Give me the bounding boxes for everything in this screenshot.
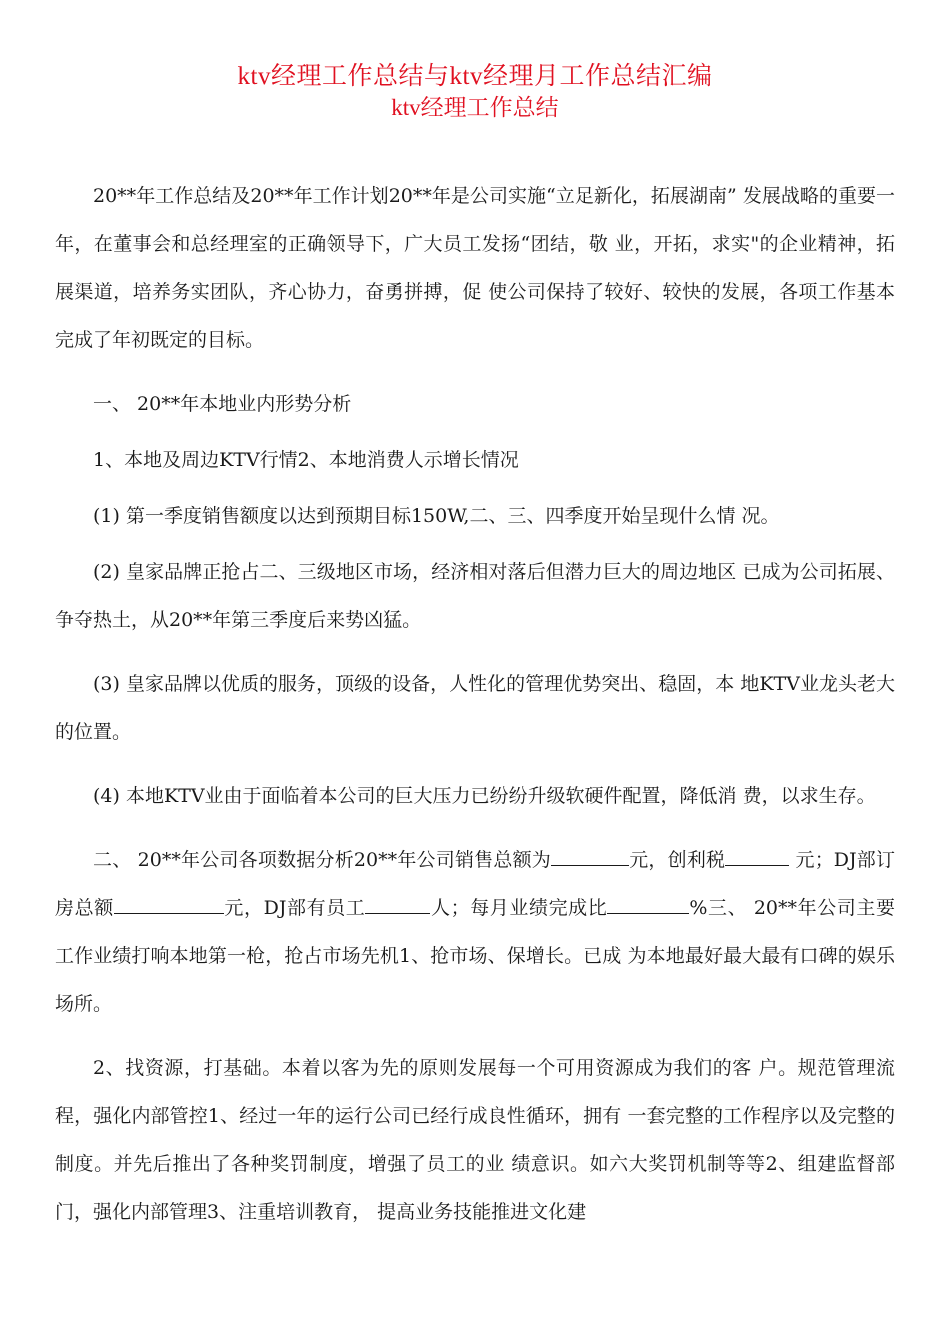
intro-paragraph: 20**年工作总结及20**年工作计划20**年是公司实施“立足新化，拓展湖南” 发展战略的重要一年，在董事会和总经理室的正确领导下，广大员工发扬“团结，敬 业，开拓，求实"的企业精神，拓展渠道，培养务实团队，齐心协力，奋勇拼搏，促 使公司保持了较好、较快的发展，各项工作基本完成了年初既定的目标。 bbox=[55, 185, 895, 351]
document-title: ktv经理工作总结与ktv经理月工作总结汇编 bbox=[237, 63, 713, 90]
section-2-text-2: 元，创利税 bbox=[629, 849, 726, 871]
sales-total-blank bbox=[551, 845, 629, 866]
point-4-paragraph: (4) 本地KTV业由于面临着本公司的巨大压力已纷纷升级软硬件配置，降低消 费，以求生存。 bbox=[93, 785, 876, 807]
section-2-paragraph bbox=[55, 836, 895, 1028]
dj-booking-total-blank bbox=[114, 893, 224, 914]
document-body bbox=[55, 172, 895, 1250]
monthly-completion-blank bbox=[607, 893, 689, 914]
dj-staff-count-blank bbox=[365, 893, 430, 914]
section-2-text-4: 元，DJ部有员工 bbox=[223, 897, 366, 919]
section-2-text-6: %三、 20**年公司主要工作业绩打响本地第一枪，抢占市场先机1、抢市场、保增长。已成 为本地最好最大最有口碑的娱乐场所。 bbox=[55, 897, 895, 1015]
point-3-paragraph: (3) 皇家品牌以优质的服务，顶级的设备，人性化的管理优势突出、稳固，本 地KTV业龙头老大的位置。 bbox=[55, 673, 895, 743]
point-1-paragraph: (1) 第一季度销售额度以达到预期目标150W,二、三、四季度开始呈现什么情 况。 bbox=[93, 505, 780, 527]
section-2-text-1: 二、 20**年公司各项数据分析20**年公司销售总额为 bbox=[93, 849, 551, 871]
item-list-paragraph: 1、本地及周边KTV行情2、本地消费人示增长情况 bbox=[93, 449, 519, 471]
resources-paragraph: 2、找资源，打基础。本着以客为先的原则发展每一个可用资源成为我们的客 户。规范管理流程，强化内部管控1、经过一年的运行公司已经行成良性循环，拥有 一套完整的工作程序以及完整的制度。并先后推出了各种奖罚制度，增强了员工的业 绩意识。如六大奖罚机制等等2、组建监督部门，强化内部管理3、注重培训教育， 提高业务技能推进文化建 bbox=[55, 1057, 895, 1223]
section-2-text-3: 元；DJ部订房总额 bbox=[55, 849, 895, 919]
document-subtitle: ktv经理工作总结 bbox=[391, 95, 559, 120]
section-2-text-5: 人；每月业绩完成比 bbox=[430, 897, 608, 919]
profit-tax-blank bbox=[725, 845, 789, 866]
section-heading-1: 一、 20**年本地业内形势分析 bbox=[93, 393, 352, 415]
point-2-paragraph: (2) 皇家品牌正抢占二、三级地区市场，经济相对落后但潜力巨大的周边地区 已成为公司拓展、争夺热土，从20**年第三季度后来势凶猛。 bbox=[55, 561, 895, 631]
